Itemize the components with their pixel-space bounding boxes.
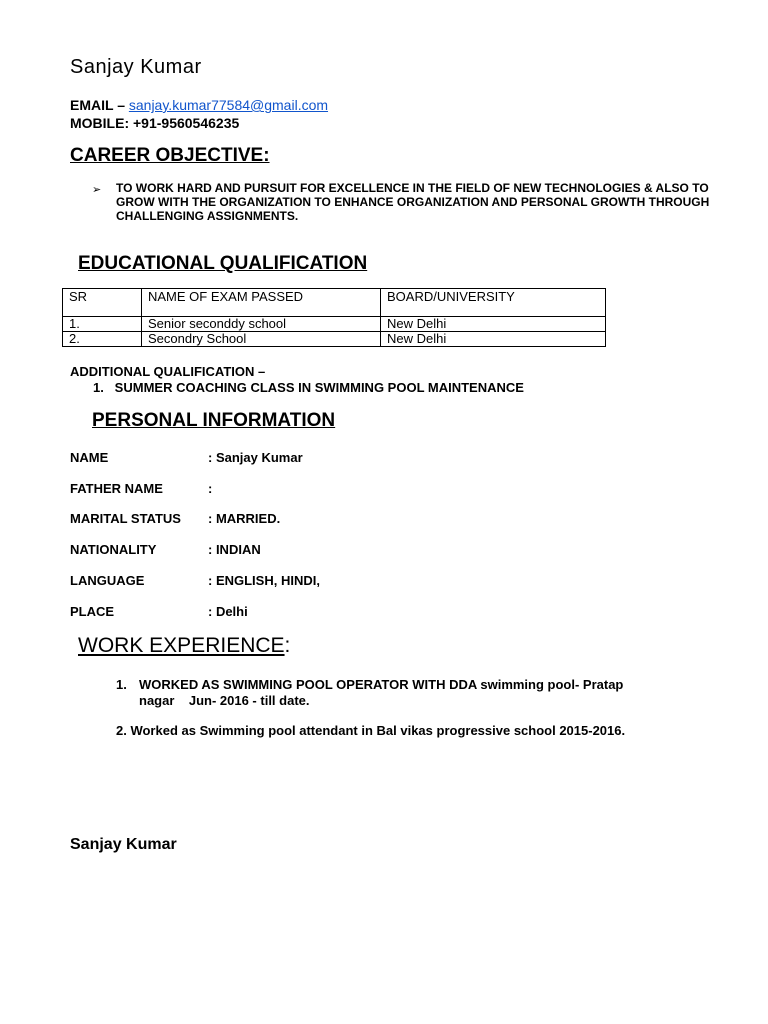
- personal-label-marital: MARITAL STATUS: [70, 511, 181, 526]
- table-cell-board: New Delhi: [381, 332, 606, 347]
- career-objective-heading: CAREER OBJECTIVE:: [70, 145, 270, 166]
- personal-label-language: LANGUAGE: [70, 573, 145, 588]
- work-experience-heading: WORK EXPERIENCE: [78, 634, 285, 657]
- arrow-bullet-icon: ➢: [92, 184, 102, 196]
- table-header-row: [63, 289, 606, 317]
- table-cell-exam: Senior seconddy school: [142, 317, 381, 332]
- personal-value-marital: : MARRIED.: [208, 511, 281, 526]
- personal-label-name: NAME: [70, 450, 109, 465]
- personal-value-name: : Sanjay Kumar: [208, 450, 303, 465]
- personal-value-father: :: [208, 481, 213, 496]
- table-cell-sr: 1.: [63, 317, 142, 332]
- personal-value-language: : ENGLISH, HINDI,: [208, 573, 320, 588]
- work-item-two: 2. Worked as Swimming pool attendant in Bal vikas progressive school 2015-2016.: [116, 723, 626, 738]
- personal-label-father: FATHER NAME: [70, 481, 163, 496]
- work-item-number: 1.: [116, 677, 127, 692]
- resume-name: Sanjay Kumar: [70, 56, 202, 78]
- column-header-board: BOARD/UNIVERSITY: [381, 289, 606, 317]
- column-header-exam: NAME OF EXAM PASSED: [142, 289, 381, 317]
- additional-qualification-heading: ADDITIONAL QUALIFICATION –: [70, 364, 266, 379]
- personal-value-nationality: : INDIAN: [208, 542, 261, 557]
- personal-value-place: : Delhi: [208, 604, 248, 619]
- personal-label-place: PLACE: [70, 604, 115, 619]
- work-experience-colon: :: [284, 634, 291, 657]
- email-link[interactable]: sanjay.kumar77584@gmail.com: [128, 97, 329, 113]
- table-cell-sr: 2.: [63, 332, 142, 347]
- work-item-line: WORKED AS SWIMMING POOL OPERATOR WITH DDA swimming pool- Pratap: [139, 677, 624, 692]
- additional-qualification-item: 1. SUMMER COACHING CLASS IN SWIMMING POOL MAINTENANCE: [93, 380, 524, 395]
- email-line: [70, 97, 328, 113]
- personal-information-heading: PERSONAL INFORMATION: [92, 410, 336, 431]
- table-cell-exam: Secondry School: [142, 332, 381, 347]
- education-heading: EDUCATIONAL QUALIFICATION: [78, 253, 368, 274]
- signature-name: Sanjay Kumar: [70, 836, 177, 853]
- career-objective-text: TO WORK HARD AND PURSUIT FOR EXCELLENCE IN THE FIELD OF NEW TECHNOLOGIES & ALSO TO GROW WITH THE ORGANIZATION TO ENHANCE ORGANIZATION AND PERSONAL GROWTH THROUGH CHALLENGING ASSIGNMENTS.: [116, 181, 710, 223]
- table-cell-board: New Delhi: [381, 317, 606, 332]
- work-item-line: nagar Jun- 2016 - till date.: [139, 693, 310, 708]
- column-header-sr: SR: [63, 289, 142, 317]
- email-label: EMAIL –: [70, 97, 129, 113]
- personal-label-nationality: NATIONALITY: [70, 542, 157, 557]
- table-row: [63, 332, 606, 347]
- mobile-line: MOBILE: +91-9560546235: [70, 115, 240, 131]
- education-table: [62, 288, 606, 347]
- work-experience-heading-line: [78, 634, 290, 658]
- table-row: [63, 317, 606, 332]
